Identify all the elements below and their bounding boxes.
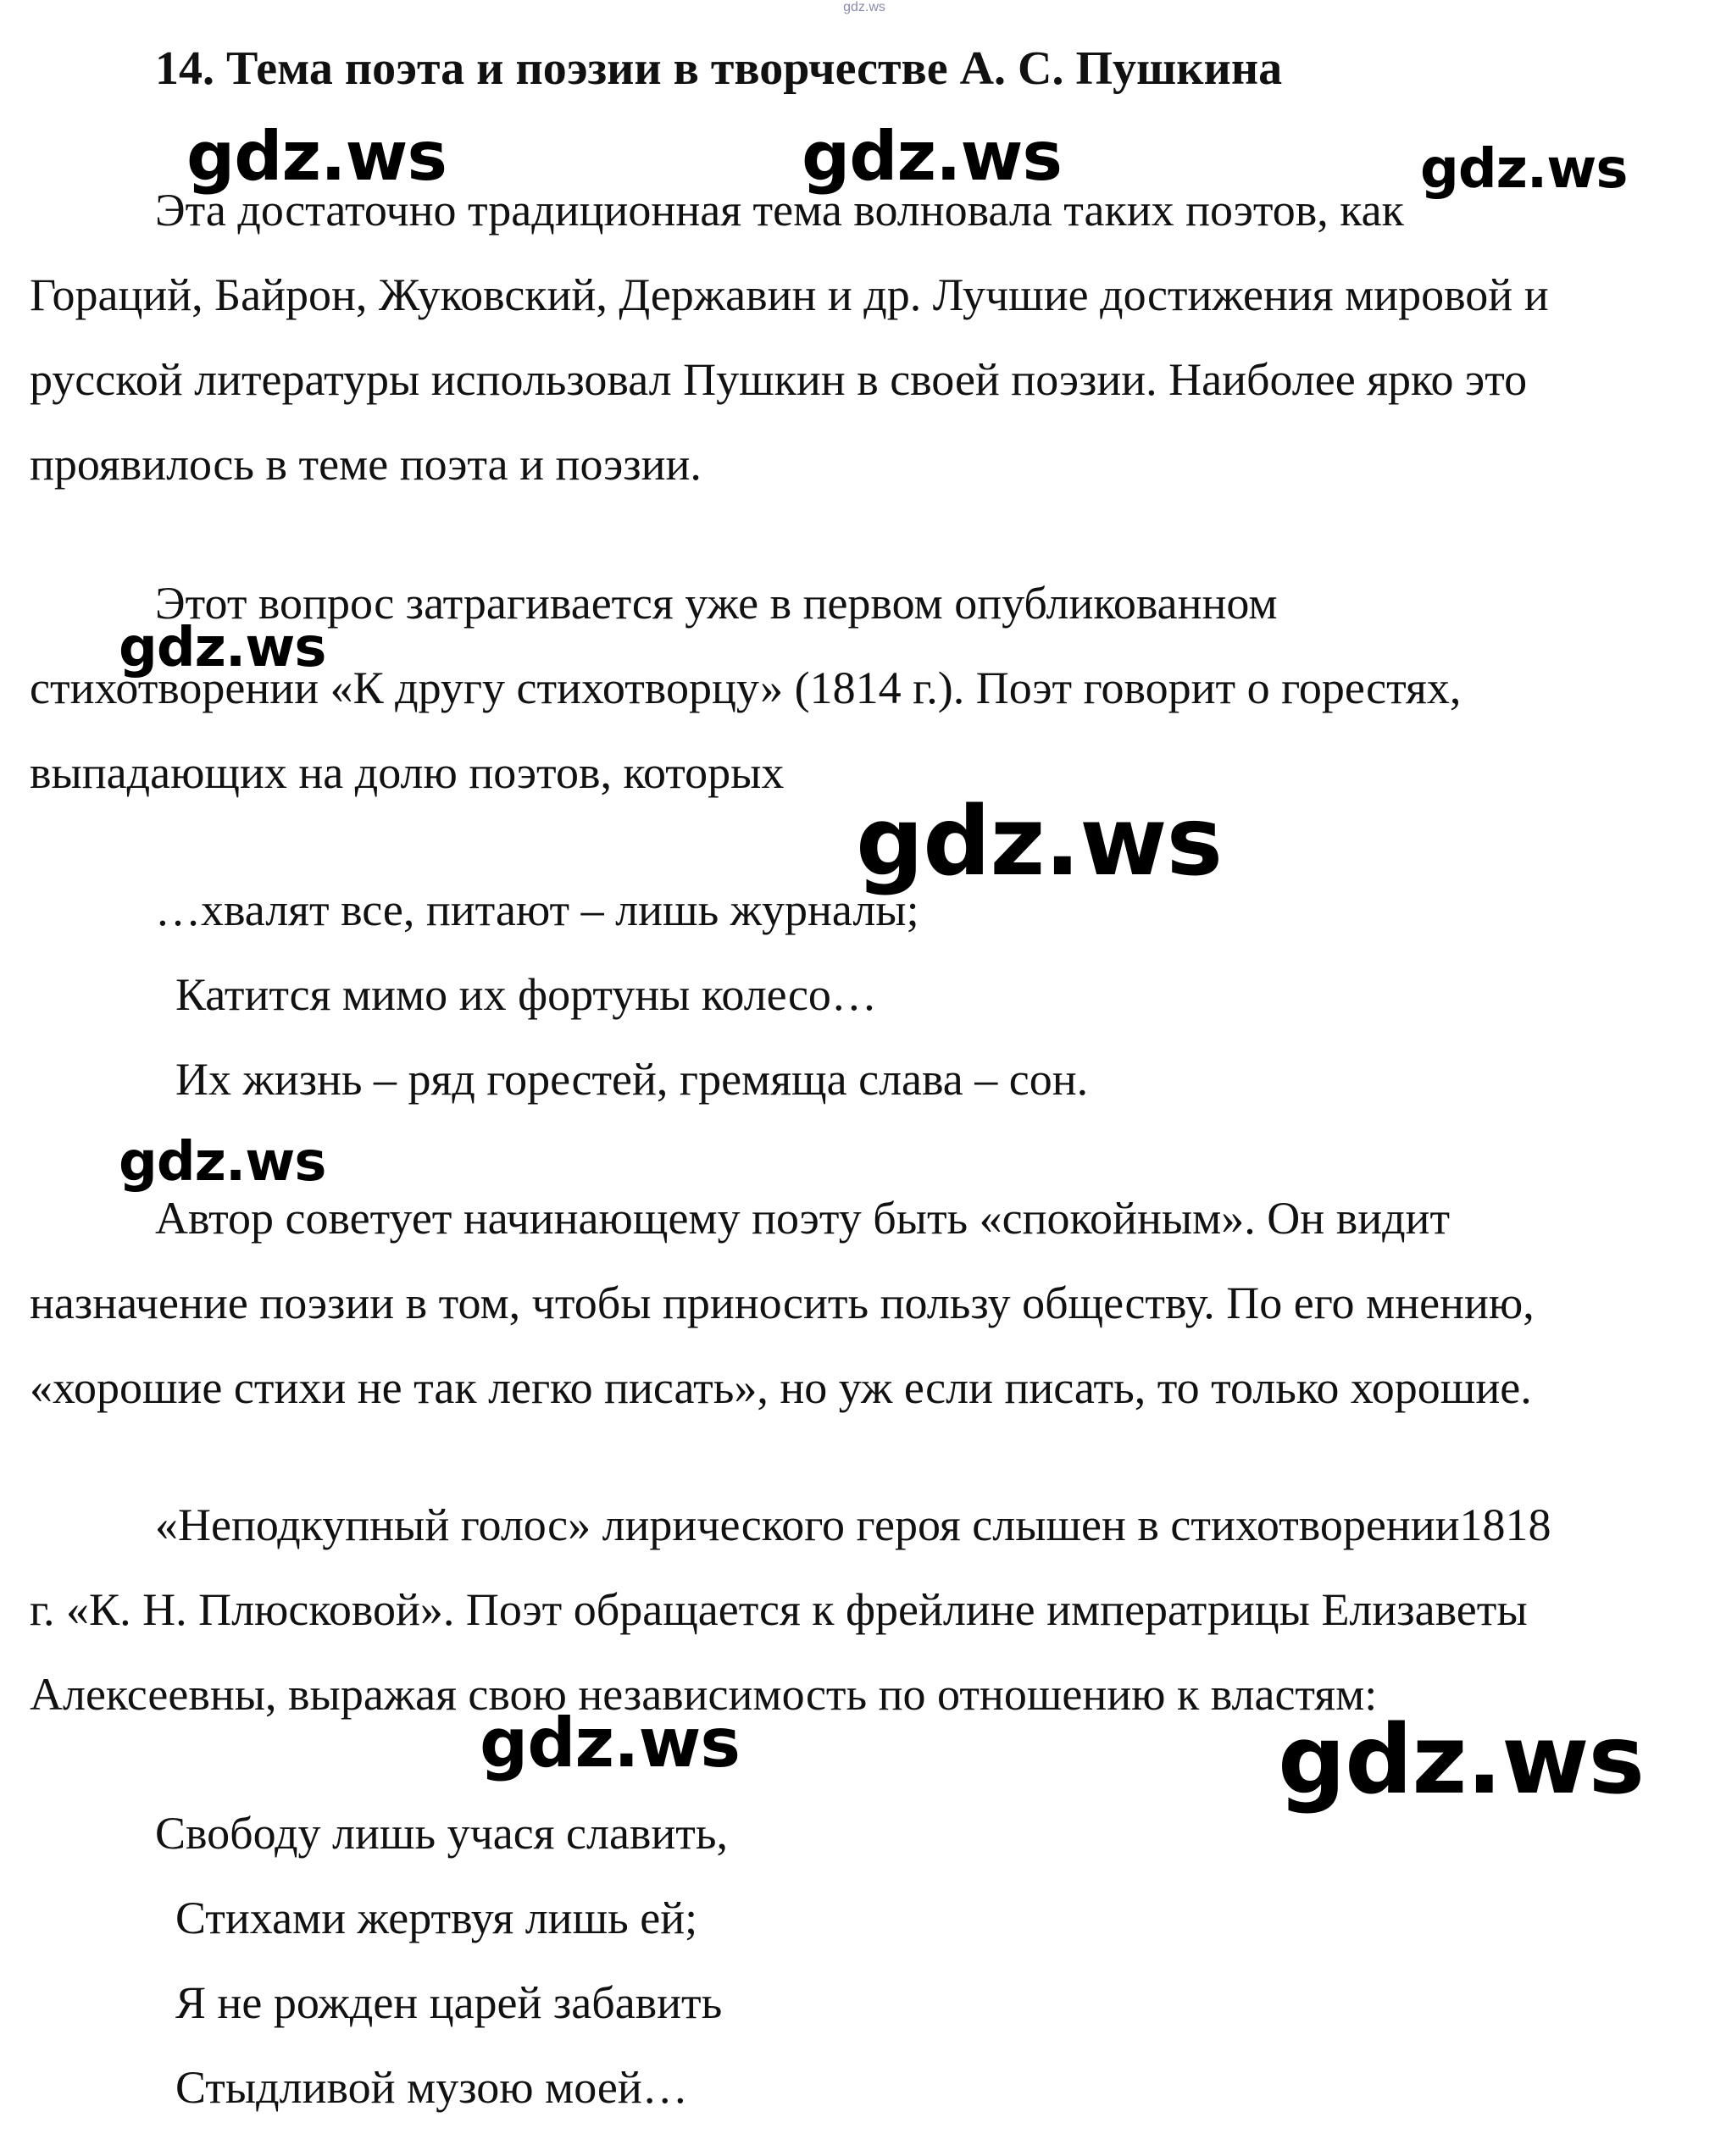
- verse-line: Стыдливой музою моей…: [175, 2062, 688, 2113]
- paragraph-line: стихотворении «К другу стихотворцу» (1814 г.). Поэт говорит о горестях,: [30, 662, 1462, 713]
- paragraph-line: русской литературы использовал Пушкин в своей поэзии. Наиболее ярко это: [30, 354, 1528, 405]
- watermark: gdz.ws: [802, 117, 1063, 196]
- paragraph-line: Этот вопрос затрагивается уже в первом опубликованном: [155, 578, 1278, 629]
- watermark: gdz.ws: [1278, 1705, 1645, 1815]
- watermark: gdz.ws: [186, 117, 447, 196]
- watermark: gdz.ws: [1420, 138, 1628, 201]
- verse-line: Их жизнь – ряд горестей, гремяща слава – сон.: [175, 1054, 1089, 1105]
- watermark: gdz.ws: [856, 787, 1223, 897]
- paragraph-line: Алексеевны, выражая свою независимость по отношению к властям:: [30, 1669, 1378, 1720]
- watermark: gdz.ws: [119, 617, 326, 679]
- top-watermark: gdz.ws: [843, 0, 885, 14]
- paragraph-line: Эта достаточно традиционная тема волновала таких поэтов, как: [155, 185, 1404, 236]
- paragraph-line: Автор советует начинающему поэту быть «спокойным». Он видит: [155, 1193, 1451, 1244]
- verse-line: Я не рожден царей забавить: [175, 1977, 723, 2028]
- verse-line: …хвалят все, питают – лишь журналы;: [155, 884, 919, 935]
- paragraph-line: Гораций, Байрон, Жуковский, Державин и др. Лучшие достижения мировой и: [30, 269, 1549, 320]
- paragraph-line: назначение поэзии в том, чтобы приносить пользу обществу. По его мнению,: [30, 1278, 1535, 1328]
- verse-line: Свободу лишь учася славить,: [155, 1808, 729, 1859]
- document-title: 14. Тема поэта и поэзии в творчестве А. С. Пушкина: [155, 42, 1283, 95]
- watermark: gdz.ws: [480, 1704, 741, 1782]
- paragraph-line: г. «К. Н. Плюсковой». Поэт обращается к фрейлине императрицы Елизаветы: [30, 1584, 1528, 1635]
- paragraph-line: выпадающих на долю поэтов, которых: [30, 747, 785, 798]
- verse-line: Катится мимо их фортуны колесо…: [175, 969, 877, 1020]
- watermark: gdz.ws: [119, 1131, 326, 1194]
- verse-line: Стихами жертвуя лишь ей;: [175, 1893, 698, 1943]
- paragraph-line: «хорошие стихи не так легко писать», но уж если писать, то только хорошие.: [30, 1362, 1532, 1413]
- paragraph-line: проявилось в теме поэта и поэзии.: [30, 439, 702, 490]
- paragraph-line: «Неподкупный голос» лирического героя слышен в стихотворении1818: [155, 1499, 1551, 1550]
